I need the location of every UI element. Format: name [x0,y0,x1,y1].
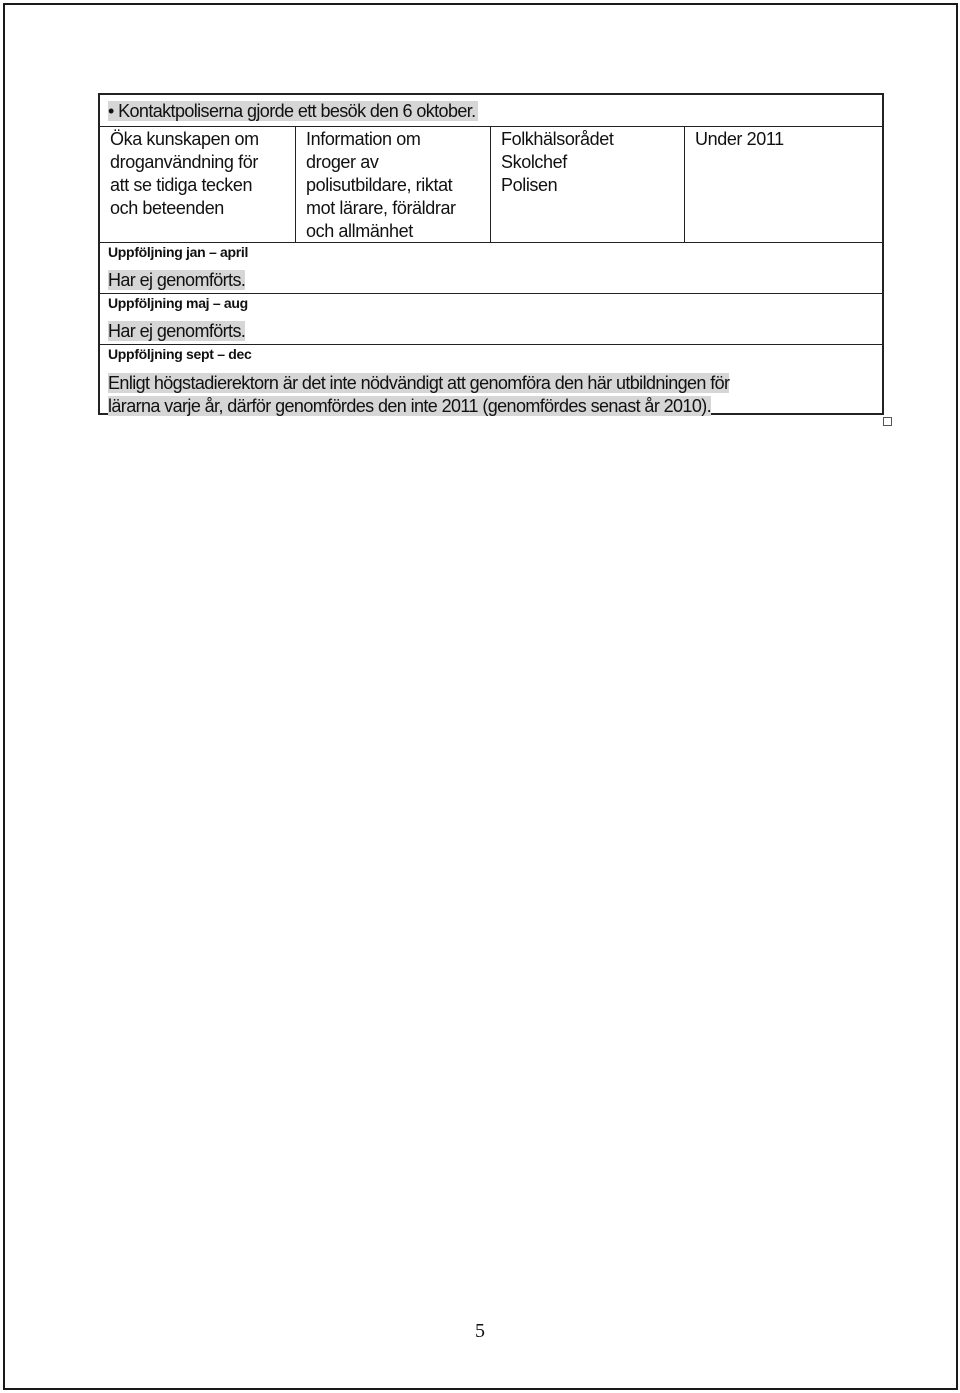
responsible-line: Skolchef [501,152,567,172]
responsible-cell [491,127,685,242]
goal-line: Öka kunskapen om [110,129,259,149]
followup-label: Uppföljning maj – aug [108,295,248,311]
followup-label: Uppföljning sept – dec [108,346,252,362]
followup-row-maj-aug [100,294,882,345]
table-resize-handle[interactable] [883,417,892,426]
activity-line: mot lärare, föräldrar [306,198,456,218]
activity-cell [296,127,491,242]
timeframe-line: Under 2011 [695,129,784,149]
responsible-line: Polisen [501,175,558,195]
followup-text: Har ej genomförts. [108,270,246,290]
timeframe-cell [685,127,882,242]
goal-cell [100,127,296,242]
followup-text-line1: Enligt högstadierektorn är det inte nödvändigt att genomföra den här utbildningen för [108,373,730,393]
goal-line: droganvändning för [110,152,258,172]
bullet-text: • Kontaktpoliserna gjorde ett besök den 6 oktober. [108,101,476,121]
followup-text: Har ej genomförts. [108,321,246,341]
bullet-row [100,95,882,127]
followup-label: Uppföljning jan – april [108,244,249,260]
page-number: 5 [475,1320,485,1342]
activity-line: och allmänhet [306,221,413,241]
goal-line: och beteenden [110,198,224,218]
followup-row-jan-april [100,243,882,294]
activity-line: polisutbildare, riktat [306,175,453,195]
activity-line: Information om [306,129,421,149]
followup-table [98,93,884,415]
goal-line: att se tidiga tecken [110,175,253,195]
responsible-line: Folkhälsorådet [501,129,614,149]
activity-line: droger av [306,152,379,172]
followup-text-line2: lärarna varje år, därför genomfördes den inte 2011 (genomfördes senast år 2010). [108,396,712,416]
goal-row [100,127,882,243]
followup-row-sept-dec [100,345,882,416]
